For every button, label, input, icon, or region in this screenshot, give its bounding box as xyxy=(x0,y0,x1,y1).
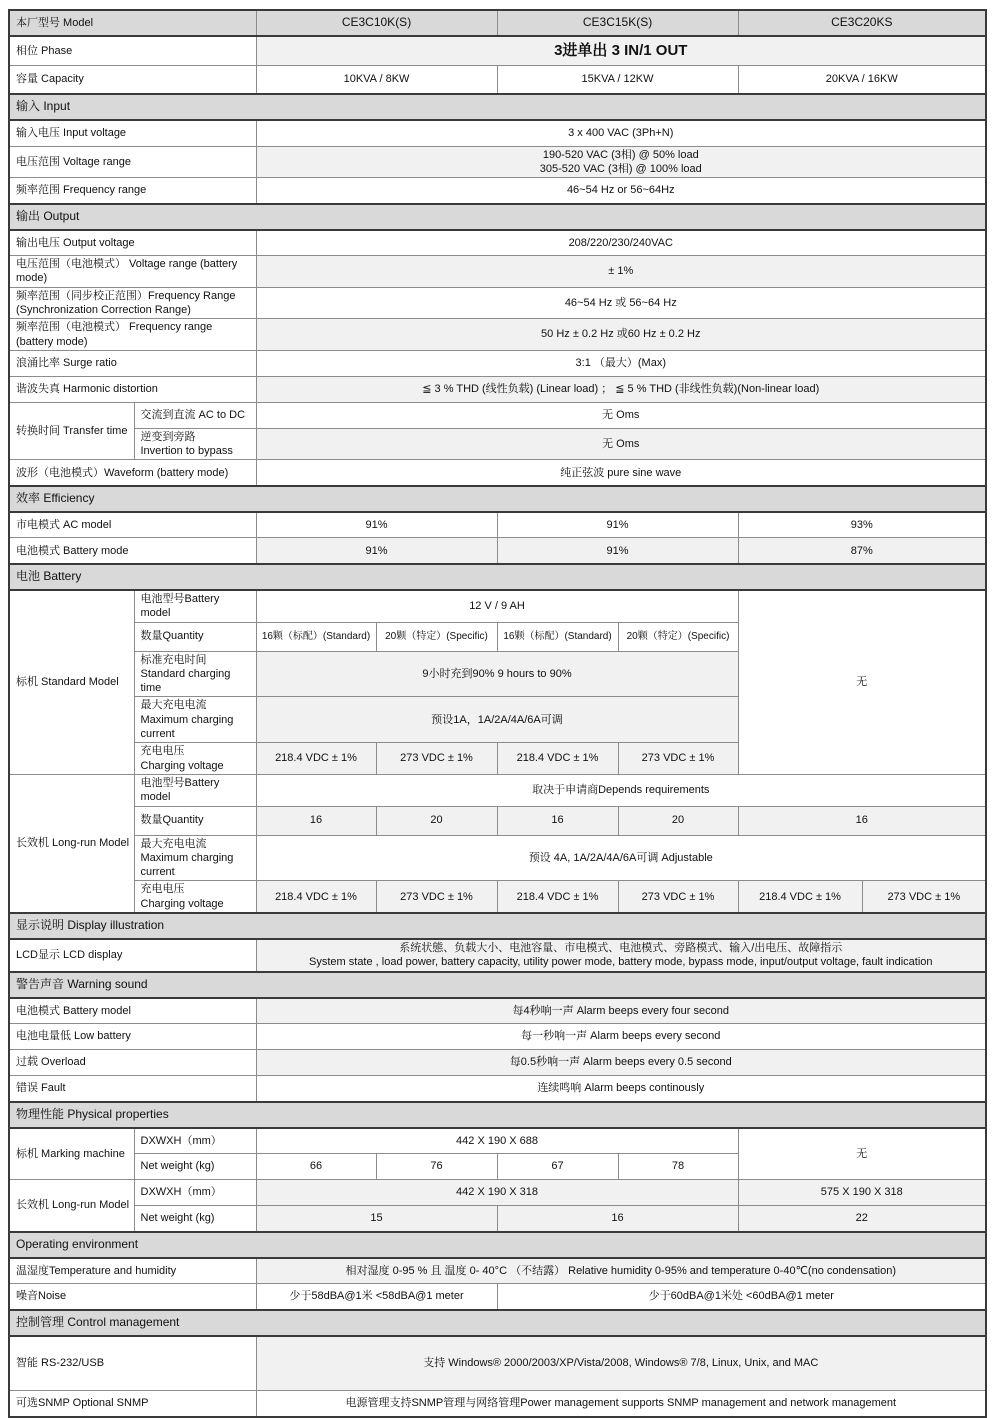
lcd-row xyxy=(9,939,986,972)
std-charging-time-label-line1: 标准充电时间 xyxy=(140,653,207,666)
phys-lr-label: 长效机 Long-run Model xyxy=(9,1180,134,1232)
std-max-current-label xyxy=(134,697,256,743)
lr-battery-model-value: 取决于申请商Depends requirements xyxy=(256,774,986,806)
output-vrange-battery-label: 电压范围（电池模式） Voltage range (battery mode) xyxy=(9,256,256,288)
output-freq-sync-label xyxy=(9,287,256,319)
output-voltage-row xyxy=(9,230,986,256)
capacity-a: 10KVA / 8KW xyxy=(256,65,497,94)
section-output-title: 输出 Output xyxy=(9,204,986,230)
transfer-acdc-label: 交流到直流 AC to DC xyxy=(134,402,256,428)
harmonic-label: 谐波失真 Harmonic distortion xyxy=(9,376,256,402)
warning-lowbattery-label: 电池电量低 Low battery xyxy=(9,1024,256,1050)
lr-dim-row xyxy=(9,1180,986,1206)
section-input xyxy=(9,94,986,120)
lcd-value xyxy=(256,939,986,972)
section-environment xyxy=(9,1232,986,1258)
model-ce3c20k: CE3C20KS xyxy=(738,10,986,36)
std-charging-time-label xyxy=(134,651,256,697)
efficiency-battery-row xyxy=(9,538,986,564)
surge-label: 浪涌比率 Surge ratio xyxy=(9,350,256,376)
section-physical xyxy=(9,1102,986,1128)
input-range-label: 电压范围 Voltage range xyxy=(9,146,256,178)
noise-value-bc: 少于60dBA@1米处 <60dBA@1 meter xyxy=(497,1284,986,1310)
lr-battery-model-label: 电池型号Battery model xyxy=(134,774,256,806)
efficiency-ac-b: 91% xyxy=(497,512,738,538)
efficiency-ac-row xyxy=(9,512,986,538)
lr-dim-value: 442 X 190 X 318 xyxy=(256,1180,738,1206)
lcd-label: LCD显示 LCD display xyxy=(9,939,256,972)
efficiency-battery-b: 91% xyxy=(497,538,738,564)
lr-quantity-row xyxy=(9,806,986,835)
input-voltage-label: 输入电压 Input voltage xyxy=(9,120,256,146)
lr-max-current-label xyxy=(134,835,256,881)
capacity-c: 20KVA / 16KW xyxy=(738,65,986,94)
std-quantity-label: 数量Quantity xyxy=(134,622,256,651)
lr-max-current-row xyxy=(9,835,986,881)
noise-value-a: 少于58dBA@1米 <58dBA@1 meter xyxy=(256,1284,497,1310)
section-efficiency xyxy=(9,486,986,512)
std-quantity-1: 16颗（标配）(Standard) xyxy=(256,622,376,651)
surge-value: 3:1 （最大）(Max) xyxy=(256,350,986,376)
std-none-value: 无 xyxy=(738,590,986,774)
warning-battery-row xyxy=(9,998,986,1024)
input-range-line1: 190-520 VAC (3相) @ 50% load xyxy=(542,148,699,161)
input-range-line2: 305-520 VAC (3相) @ 100% load xyxy=(539,162,702,175)
output-vrange-battery-row xyxy=(9,256,986,288)
section-physical-title: 物理性能 Physical properties xyxy=(9,1102,986,1128)
capacity-row xyxy=(9,65,986,94)
output-freq-battery-row xyxy=(9,319,986,351)
waveform-label: 波形（电池模式）Waveform (battery mode) xyxy=(9,460,256,486)
lr-charging-voltage-label-line2: Charging voltage xyxy=(140,897,224,910)
phase-value: 3进单出 3 IN/1 OUT xyxy=(256,36,986,65)
noise-label: 噪音Noise xyxy=(9,1284,256,1310)
std-charging-time-value: 9小时充到90% 9 hours to 90% xyxy=(256,651,738,697)
output-freq-sync-label-line1: 频率范围（同步校正范围）Frequency Range xyxy=(16,289,236,302)
lcd-value-line1: 系统状態、负载大小、电池容量、市电模式、电池模式、旁路模式、输入/出电压、故障指示 xyxy=(399,942,843,955)
std-quantity-4: 20颗（特定）(Specific) xyxy=(618,622,738,651)
warning-lowbattery-row xyxy=(9,1024,986,1050)
output-freq-sync-label-line2: (Synchronization Correction Range) xyxy=(16,303,191,316)
section-battery xyxy=(9,564,986,590)
std-charging-time-label-line2: Standard charging time xyxy=(140,667,231,695)
input-frequency-value: 46~54 Hz or 56~64Hz xyxy=(256,178,986,204)
std-charging-voltage-label xyxy=(134,743,256,775)
lr-weight-row xyxy=(9,1206,986,1232)
waveform-row xyxy=(9,460,986,486)
temp-humidity-value: 相对湿度 0-95 % 且 温度 0- 40°C （不结露） Relative humidity 0-95% and temperature 0-40℃(no condensation) xyxy=(256,1258,986,1284)
lr-charging-voltage-4: 273 VDC ± 1% xyxy=(618,881,738,913)
transfer-bypass-row xyxy=(9,428,986,460)
std-weight-4: 78 xyxy=(618,1154,738,1180)
lcd-value-line2: System state , load power, battery capacity, utility power mode, battery mode, bypass mode, input/output voltage, fault indication xyxy=(309,956,933,969)
efficiency-ac-label: 市电模式 AC model xyxy=(9,512,256,538)
output-vrange-battery-value: ± 1% xyxy=(256,256,986,288)
output-freq-sync-value: 46~54 Hz 或 56~64 Hz xyxy=(256,287,986,319)
std-charging-voltage-2: 273 VDC ± 1% xyxy=(376,743,497,775)
lr-quantity-1: 16 xyxy=(256,806,376,835)
warning-fault-label: 错误 Fault xyxy=(9,1076,256,1102)
lr-weight-2: 16 xyxy=(497,1206,738,1232)
section-output xyxy=(9,204,986,230)
model-row xyxy=(9,10,986,36)
capacity-b: 15KVA / 12KW xyxy=(497,65,738,94)
transfer-bypass-label-line2: Invertion to bypass xyxy=(140,445,233,458)
surge-row xyxy=(9,350,986,376)
lr-max-current-label-line1: 最大充电电流 xyxy=(140,837,207,850)
noise-row xyxy=(9,1284,986,1310)
input-range-value xyxy=(256,146,986,178)
rs232-value: 支持 Windows® 2000/2003/XP/Vista/2008, Windows® 7/8, Linux, Unix, and MAC xyxy=(256,1336,986,1391)
model-ce3c10k: CE3C10K(S) xyxy=(256,10,497,36)
lr-weight-label: Net weight (kg) xyxy=(134,1206,256,1232)
input-range-row xyxy=(9,146,986,178)
lr-charging-voltage-1: 218.4 VDC ± 1% xyxy=(256,881,376,913)
section-display xyxy=(9,913,986,939)
lr-weight-3: 22 xyxy=(738,1206,986,1232)
lr-dim-label: DXWXH（mm） xyxy=(134,1180,256,1206)
waveform-value: 纯正弦波 pure sine wave xyxy=(256,460,986,486)
snmp-row xyxy=(9,1391,986,1417)
output-freq-battery-value: 50 Hz ± 0.2 Hz 或60 Hz ± 0.2 Hz xyxy=(256,319,986,351)
snmp-value: 电源管理支持SNMP管理与网络管理Power management supports SNMP management and network management xyxy=(256,1391,986,1417)
std-max-current-label-line1: 最大充电电流 xyxy=(140,699,207,712)
std-weight-2: 76 xyxy=(376,1154,497,1180)
std-charging-voltage-4: 273 VDC ± 1% xyxy=(618,743,738,775)
warning-lowbattery-value: 每一秒响一声 Alarm beeps every second xyxy=(256,1024,986,1050)
std-battery-model-row xyxy=(9,590,986,622)
phys-std-none-value: 无 xyxy=(738,1128,986,1180)
phase-label: 相位 Phase xyxy=(9,36,256,65)
section-display-title: 显示说明 Display illustration xyxy=(9,913,986,939)
lr-battery-model-row xyxy=(9,774,986,806)
phase-row xyxy=(9,36,986,65)
warning-overload-value: 每0.5秒响一声 Alarm beeps every 0.5 second xyxy=(256,1050,986,1076)
rs232-label: 智能 RS-232/USB xyxy=(9,1336,256,1391)
transfer-bypass-label-line1: 逆变到旁路 xyxy=(140,430,196,443)
lr-model-label: 长效机 Long-run Model xyxy=(9,774,134,913)
harmonic-value: ≦ 3 % THD (线性负载) (Linear load) ； ≦ 5 % THD (非线性负载)(Non-linear load) xyxy=(256,376,986,402)
std-max-current-value: 预设1A，1A/2A/4A/6A可调 xyxy=(256,697,738,743)
warning-fault-row xyxy=(9,1076,986,1102)
lr-charging-voltage-row xyxy=(9,881,986,913)
std-battery-model-value: 12 V / 9 AH xyxy=(256,590,738,622)
transfer-bypass-label xyxy=(134,428,256,460)
lr-charging-voltage-label xyxy=(134,881,256,913)
snmp-label: 可选SNMP Optional SNMP xyxy=(9,1391,256,1417)
section-battery-title: 电池 Battery xyxy=(9,564,986,590)
std-max-current-label-line2: Maximum charging current xyxy=(140,713,234,741)
std-charging-voltage-3: 218.4 VDC ± 1% xyxy=(497,743,618,775)
std-dim-value: 442 X 190 X 688 xyxy=(256,1128,738,1154)
efficiency-battery-label: 电池模式 Battery mode xyxy=(9,538,256,564)
lr-charging-voltage-6: 273 VDC ± 1% xyxy=(862,881,986,913)
harmonic-row xyxy=(9,376,986,402)
lr-charging-voltage-2: 273 VDC ± 1% xyxy=(376,881,497,913)
rs232-row xyxy=(9,1336,986,1391)
phys-std-label: 标机 Marking machine xyxy=(9,1128,134,1180)
lr-charging-voltage-label-line1: 充电电压 xyxy=(140,883,185,896)
output-freq-battery-label: 频率范围（电池模式） Frequency range (battery mode) xyxy=(9,319,256,351)
std-model-label: 标机 Standard Model xyxy=(9,590,134,774)
efficiency-battery-c: 87% xyxy=(738,538,986,564)
std-quantity-3: 16颗（标配）(Standard) xyxy=(497,622,618,651)
lr-max-current-label-line2: Maximum charging current xyxy=(140,851,234,879)
lr-charging-voltage-3: 218.4 VDC ± 1% xyxy=(497,881,618,913)
std-quantity-2: 20颗（特定）(Specific) xyxy=(376,622,497,651)
lr-quantity-2: 20 xyxy=(376,806,497,835)
std-dim-row xyxy=(9,1128,986,1154)
lr-dim-value-c: 575 X 190 X 318 xyxy=(738,1180,986,1206)
warning-overload-label: 过载 Overload xyxy=(9,1050,256,1076)
input-frequency-label: 频率范围 Frequency range xyxy=(9,178,256,204)
input-voltage-row xyxy=(9,120,986,146)
std-weight-label: Net weight (kg) xyxy=(134,1154,256,1180)
capacity-label: 容量 Capacity xyxy=(9,65,256,94)
model-ce3c15k: CE3C15K(S) xyxy=(497,10,738,36)
lr-quantity-3: 16 xyxy=(497,806,618,835)
model-label: 本厂型号 Model xyxy=(9,10,256,36)
warning-fault-value: 连续鸣响 Alarm beeps continously xyxy=(256,1076,986,1102)
std-charging-voltage-label-line1: 充电电压 xyxy=(140,745,185,758)
input-voltage-value: 3 x 400 VAC (3Ph+N) xyxy=(256,120,986,146)
transfer-acdc-value: 无 Oms xyxy=(256,402,986,428)
section-warning-title: 警告声音 Warning sound xyxy=(9,972,986,998)
warning-battery-label: 电池模式 Battery model xyxy=(9,998,256,1024)
section-efficiency-title: 效率 Efficiency xyxy=(9,486,986,512)
std-charging-voltage-1: 218.4 VDC ± 1% xyxy=(256,743,376,775)
temp-humidity-row xyxy=(9,1258,986,1284)
section-control-title: 控制管理 Control management xyxy=(9,1310,986,1336)
efficiency-battery-a: 91% xyxy=(256,538,497,564)
lr-quantity-5: 16 xyxy=(738,806,986,835)
spec-table xyxy=(8,9,987,1418)
efficiency-ac-a: 91% xyxy=(256,512,497,538)
lr-quantity-label: 数量Quantity xyxy=(134,806,256,835)
section-input-title: 输入 Input xyxy=(9,94,986,120)
output-freq-sync-row xyxy=(9,287,986,319)
std-weight-3: 67 xyxy=(497,1154,618,1180)
transfer-label: 转换时间 Transfer time xyxy=(9,402,134,460)
output-voltage-label: 输出电压 Output voltage xyxy=(9,230,256,256)
std-charging-voltage-label-line2: Charging voltage xyxy=(140,759,224,772)
section-environment-title: Operating environment xyxy=(9,1232,986,1258)
warning-overload-row xyxy=(9,1050,986,1076)
lr-quantity-4: 20 xyxy=(618,806,738,835)
std-dim-label: DXWXH（mm） xyxy=(134,1128,256,1154)
lr-weight-1: 15 xyxy=(256,1206,497,1232)
lr-charging-voltage-5: 218.4 VDC ± 1% xyxy=(738,881,862,913)
efficiency-ac-c: 93% xyxy=(738,512,986,538)
transfer-acdc-row xyxy=(9,402,986,428)
transfer-bypass-value: 无 Oms xyxy=(256,428,986,460)
section-warning xyxy=(9,972,986,998)
lr-max-current-value: 预设 4A, 1A/2A/4A/6A可调 Adjustable xyxy=(256,835,986,881)
input-frequency-row xyxy=(9,178,986,204)
temp-humidity-label: 温湿度Temperature and humidity xyxy=(9,1258,256,1284)
section-control xyxy=(9,1310,986,1336)
std-weight-1: 66 xyxy=(256,1154,376,1180)
std-battery-model-label: 电池型号Battery model xyxy=(134,590,256,622)
output-voltage-value: 208/220/230/240VAC xyxy=(256,230,986,256)
warning-battery-value: 每4秒响一声 Alarm beeps every four second xyxy=(256,998,986,1024)
